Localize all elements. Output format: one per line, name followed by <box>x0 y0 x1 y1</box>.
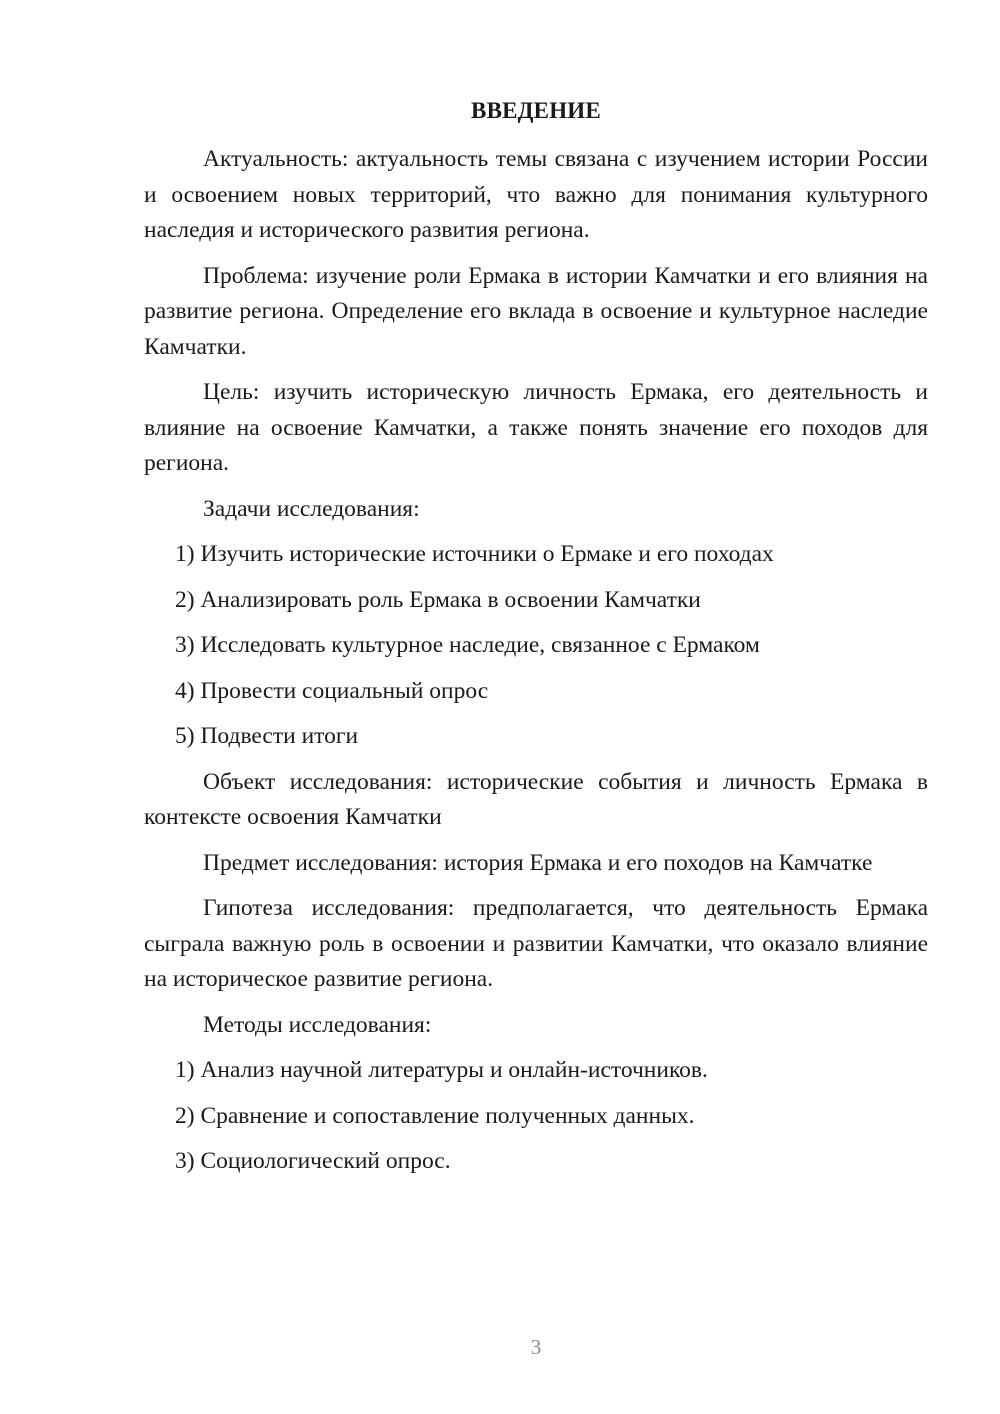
methods-heading: Методы исследования: <box>203 1011 432 1038</box>
subject-paragraph: Предмет исследования: история Ермака и его походов на Камчатке <box>203 849 873 876</box>
method-item: 2) Сравнение и сопоставление полученных данных. <box>175 1102 695 1129</box>
page-title: ВВЕДЕНИЕ <box>471 98 601 123</box>
task-item: 5) Подвести итоги <box>175 723 359 749</box>
tasks-heading: Задачи исследования: <box>203 495 420 522</box>
hypothesis-paragraph: Гипотеза исследования: предполагается, что деятельность Ермака сыграла важную роль в освоении и развитии Камчатки, что оказало влияние на историческое развитие региона. <box>144 895 928 992</box>
task-item: 4) Провести социальный опрос <box>175 677 489 704</box>
object-paragraph: Объект исследования: исторические события и личность Ермака в контексте освоения Камчатки <box>144 768 928 830</box>
method-item: 1) Анализ научной литературы и онлайн-источников. <box>175 1057 708 1083</box>
method-item: 3) Социологический опрос. <box>175 1148 451 1174</box>
page-number: 3 <box>530 1335 542 1359</box>
methods-list <box>144 1053 928 1180</box>
task-item: 3) Исследовать культурное наследие, связанное с Ермаком <box>175 632 760 658</box>
relevance-paragraph: Актуальность: актуальность темы связана с изучением истории России и освоением новых территорий, что важно для понимания культурного наследия и исторического развития региона. <box>144 146 928 243</box>
tasks-list <box>144 537 928 755</box>
goal-paragraph: Цель: изучить историческую личность Ермака, его деятельность и влияние на освоение Камчатки, а также понять значение его походов для региона. <box>144 379 928 476</box>
task-item: 1) Изучить исторические источники о Ермаке и его походах <box>175 541 774 567</box>
task-item: 2) Анализировать роль Ермака в освоении Камчатки <box>175 586 701 613</box>
problem-paragraph: Проблема: изучение роли Ермака в истории Камчатки и его влияния на развитие региона. Определение его вклада в освоение и культурное наследие Камчатки. <box>144 262 928 360</box>
document-body <box>144 142 928 1190</box>
